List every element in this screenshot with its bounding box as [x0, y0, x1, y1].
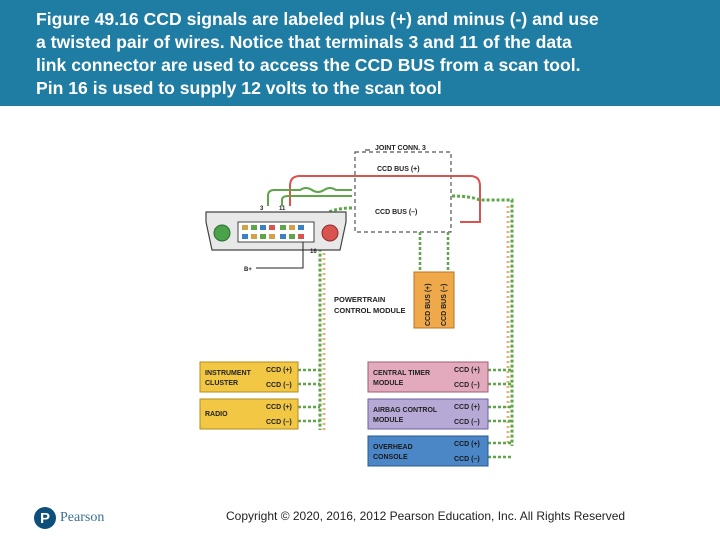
dlc-pin: [289, 225, 295, 230]
dlc-pin: [251, 225, 257, 230]
pcm-bus-minus-label: CCD BUS (–): [441, 283, 448, 326]
data-link-connector: [206, 206, 346, 273]
airbag-control-module: [368, 399, 488, 429]
instrument-cluster-minus: CCD (–): [266, 382, 292, 389]
instrument-cluster-module: [200, 362, 298, 392]
ccd-bus-wiring-diagram: [0, 106, 720, 496]
pcm-feed: [420, 232, 448, 272]
airbag-label-2: MODULE: [373, 417, 404, 424]
radio-label: RADIO: [205, 411, 228, 418]
dlc-pin: [289, 234, 295, 239]
instrument-cluster-plus: CCD (+): [266, 367, 292, 374]
instrument-cluster-label-2: CLUSTER: [205, 380, 239, 387]
powertrain-control-module: [334, 272, 454, 328]
twisted-wire-b: [282, 196, 352, 206]
dlc-pin: [280, 234, 286, 239]
caption-header: [0, 0, 720, 106]
overhead-console-plus: CCD (+): [454, 441, 480, 448]
joint-bus-minus-label: CCD BUS (–): [375, 209, 418, 216]
dlc-red-indicator: [322, 225, 338, 241]
dlc-pin: [298, 225, 304, 230]
instrument-cluster-label-1: INSTRUMENT: [205, 370, 251, 377]
figure-caption: [36, 8, 696, 100]
caption-line: link connector are used to access the CCD BUS from a scan tool.: [36, 55, 581, 75]
radio-module: [200, 399, 298, 429]
pearson-logo: [34, 505, 104, 531]
dlc-pin: [260, 225, 266, 230]
joint-connector: [355, 145, 451, 232]
branch-airbag: [488, 407, 512, 421]
caption-line: a twisted pair of wires. Notice that terminals 3 and 11 of the data: [36, 32, 572, 52]
dlc-pin: [298, 234, 304, 239]
joint-connector-label: JOINT CONN. 3: [375, 145, 426, 152]
dlc-pin: [242, 234, 248, 239]
dlc-pin: [260, 234, 266, 239]
ccd-twisted-pair-dlc: [268, 188, 352, 206]
pearson-logo-text: Pearson: [60, 510, 105, 525]
copyright-notice: Copyright © 2020, 2016, 2012 Pearson Education, Inc. All Rights Reserved: [226, 509, 626, 523]
branch-instrument-cluster: [298, 370, 320, 384]
caption-line: Figure 49.16 CCD signals are labeled plus (+) and minus (-) and use: [36, 9, 599, 29]
overhead-console-module: [368, 436, 488, 466]
b-plus-label: B+: [244, 267, 252, 273]
overhead-console-label-1: OVERHEAD: [373, 444, 413, 451]
pcm-bus-plus-label: CCD BUS (+): [425, 283, 432, 326]
caption-line: Pin 16 is used to supply 12 volts to the scan tool: [36, 78, 442, 98]
radio-plus: CCD (+): [266, 404, 292, 411]
central-timer-plus: CCD (+): [454, 367, 480, 374]
dlc-pin: [251, 234, 257, 239]
dlc-pin-3-label: 3: [260, 206, 264, 212]
radio-minus: CCD (–): [266, 419, 292, 426]
dlc-green-indicator: [214, 225, 230, 241]
central-timer-label-2: MODULE: [373, 380, 404, 387]
dlc-pin-11-label: 11: [279, 206, 286, 212]
dlc-pin: [269, 225, 275, 230]
branch-overhead: [488, 443, 512, 457]
pcm-label-line2: CONTROL MODULE: [334, 306, 406, 315]
overhead-console-label-2: CONSOLE: [373, 454, 408, 461]
dlc-pin-16-label: 16: [310, 249, 317, 255]
central-timer-minus: CCD (–): [454, 382, 480, 389]
dlc-pin: [269, 234, 275, 239]
overhead-console-minus: CCD (–): [454, 456, 480, 463]
joint-bus-plus-label: CCD BUS (+): [377, 166, 420, 173]
joint-connector-outline: [355, 152, 451, 232]
airbag-label-1: AIRBAG CONTROL: [373, 407, 438, 414]
airbag-plus: CCD (+): [454, 404, 480, 411]
central-timer-module: [368, 362, 488, 392]
branch-radio: [298, 407, 320, 421]
pearson-logo-mark: P: [34, 507, 56, 529]
pcm-label-line1: POWERTRAIN: [334, 295, 386, 304]
pcm-body: [414, 272, 454, 328]
airbag-minus: CCD (–): [454, 419, 480, 426]
dlc-pin: [280, 225, 286, 230]
central-timer-label-1: CENTRAL TIMER: [373, 370, 431, 377]
dlc-pin: [242, 225, 248, 230]
